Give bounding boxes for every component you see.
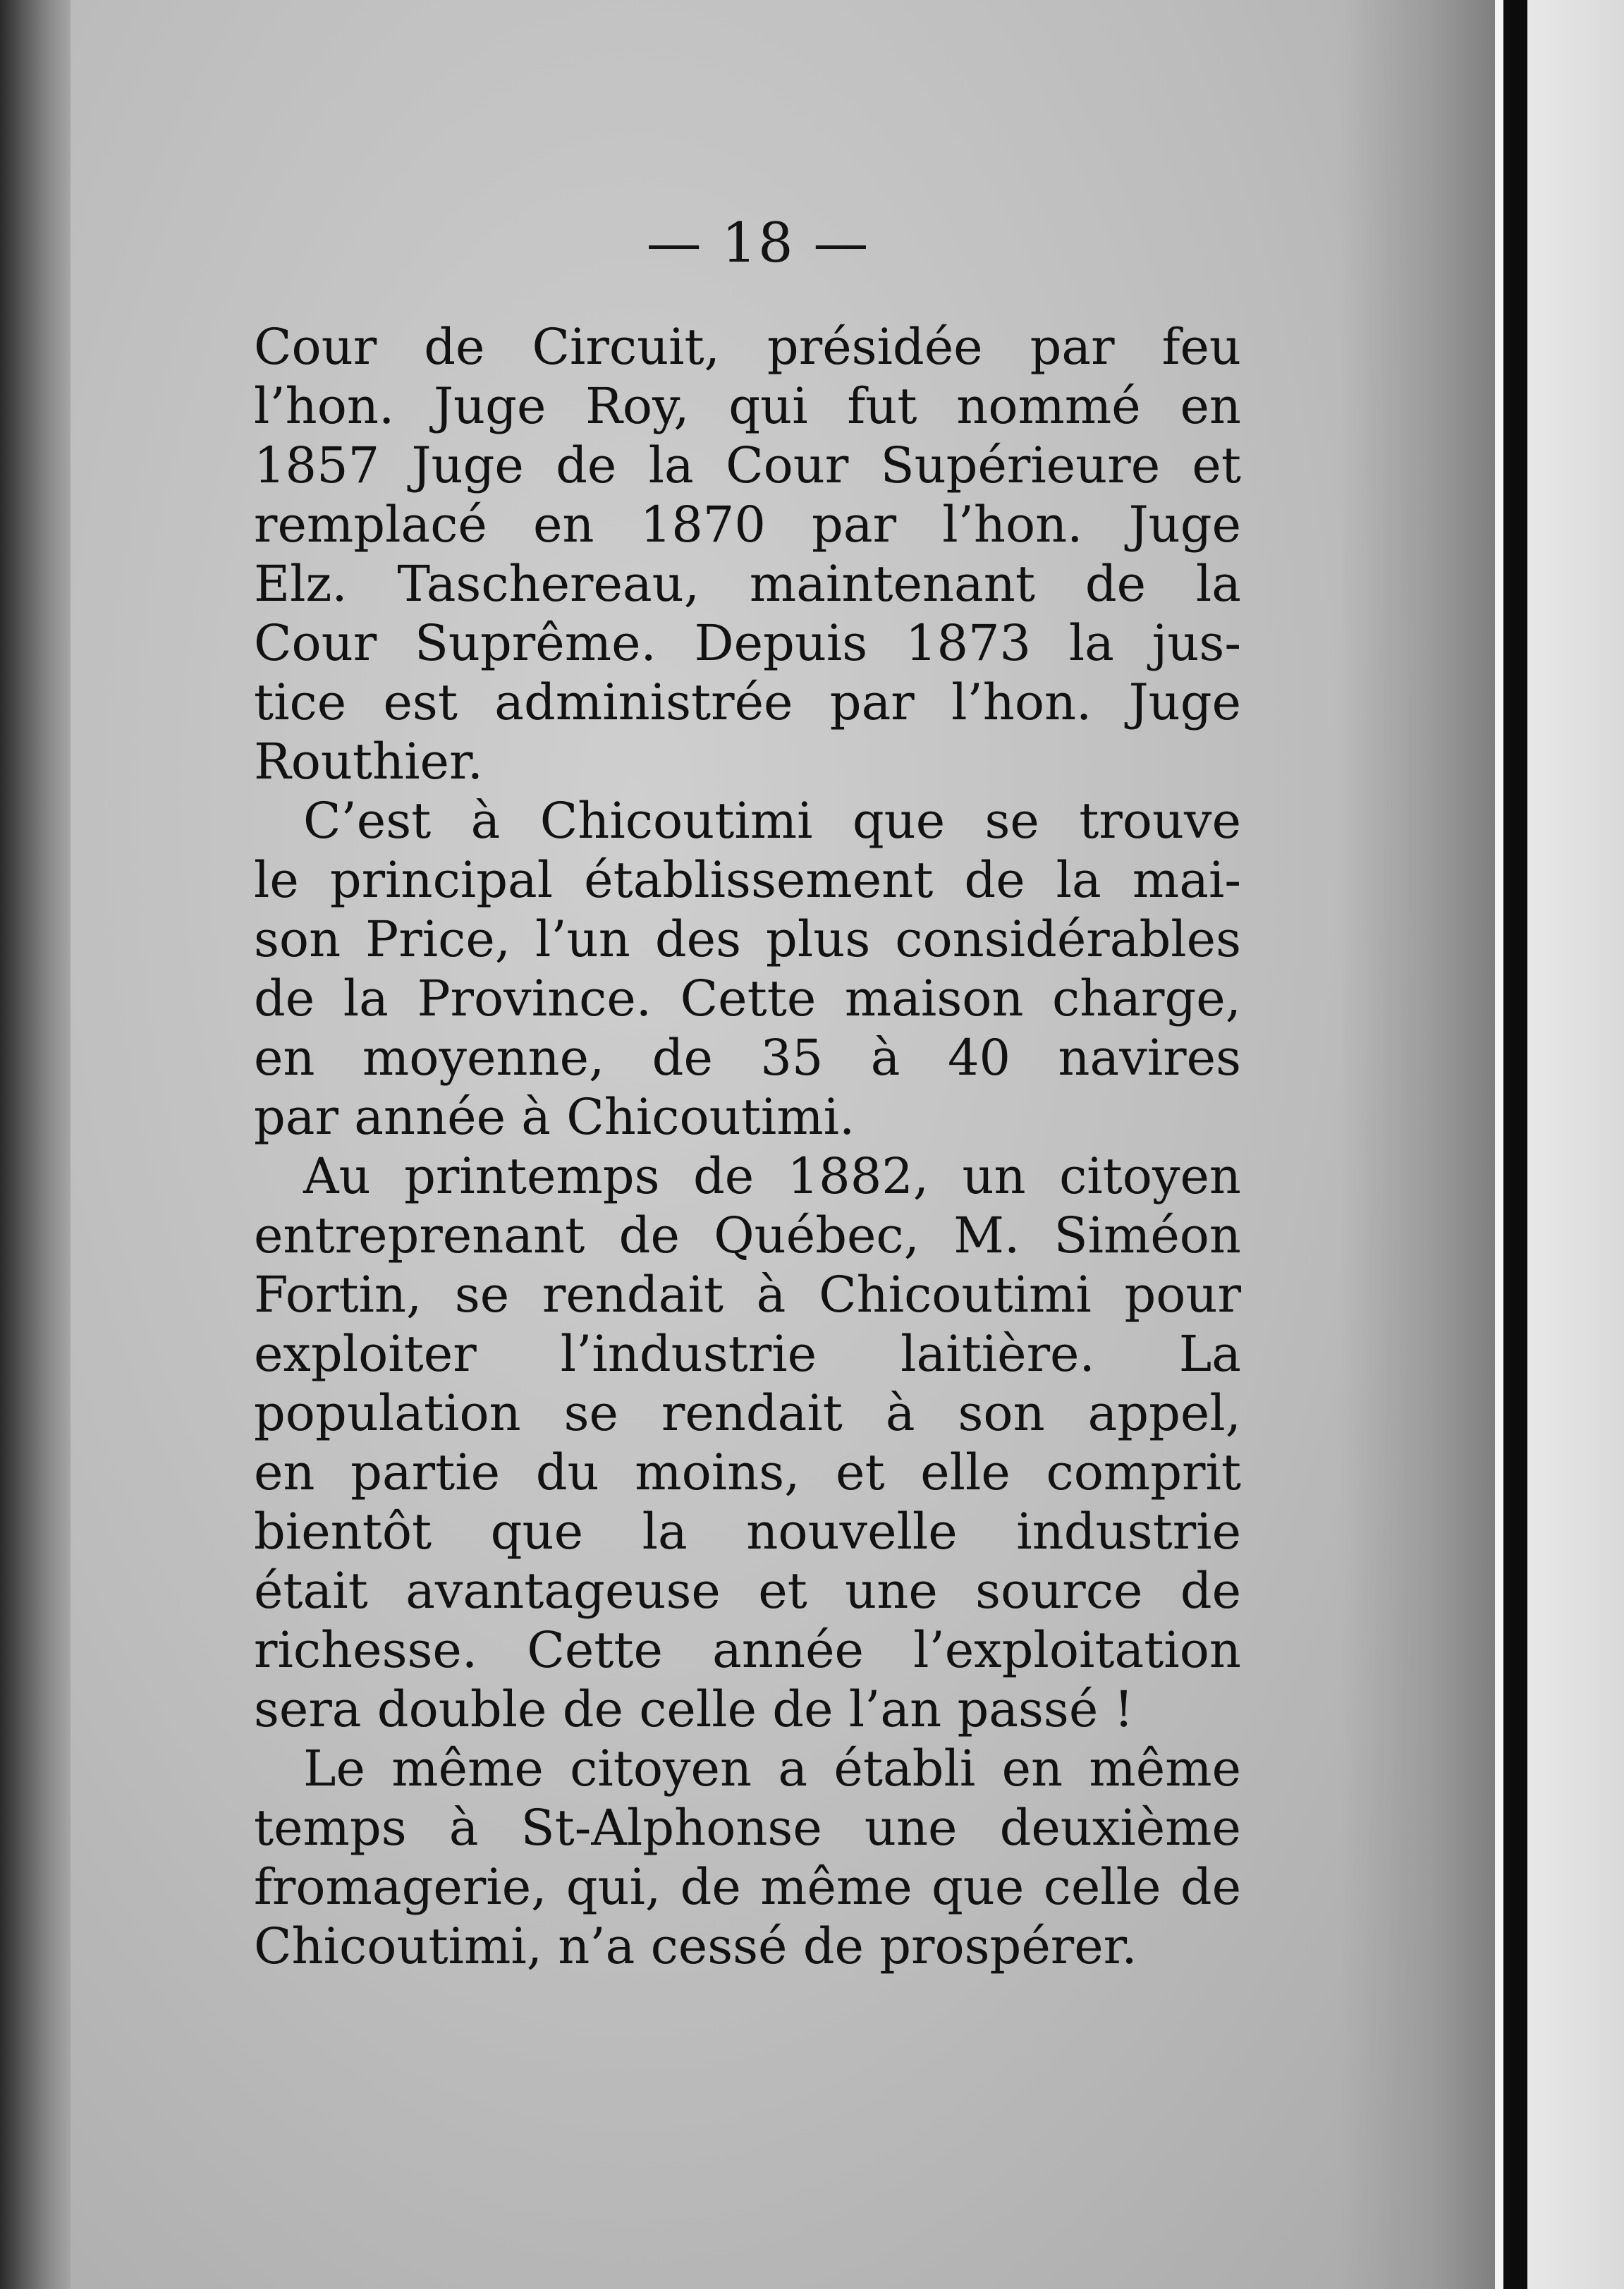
text-line: Routhier. bbox=[254, 733, 483, 791]
text-line: richesse. Cette année l’exploitation bbox=[254, 1621, 1241, 1679]
text-line: était avantageuse et une source de bbox=[254, 1562, 1241, 1620]
text-line: exploiter l’industrie laitière. La bbox=[254, 1325, 1241, 1383]
text-line: son Price, l’un des plus considérables bbox=[254, 910, 1241, 968]
text-line: Elz. Taschereau, maintenant de la bbox=[254, 555, 1241, 613]
text-line: remplacé en 1870 par l’hon. Juge bbox=[254, 496, 1241, 554]
text-line: Cour de Circuit, présidée par feu bbox=[254, 318, 1241, 376]
right-margin-strip bbox=[1527, 0, 1624, 2289]
paper-right-fringe bbox=[1340, 0, 1495, 2289]
text-line: 1857 Juge de la Cour Supérieure et bbox=[254, 437, 1241, 494]
text-line: de la Province. Cette maison charge, bbox=[254, 970, 1241, 1027]
text-line: Fortin, se rendait à Chicoutimi pour bbox=[254, 1266, 1241, 1324]
text-line: Chicoutimi, n’a cessé de prospérer. bbox=[254, 1917, 1137, 1975]
text-line: entreprenant de Québec, M. Siméon bbox=[254, 1207, 1241, 1264]
text-line: bientôt que la nouvelle industrie bbox=[254, 1503, 1241, 1561]
text-line: Au printemps de 1882, un citoyen bbox=[303, 1147, 1241, 1205]
text-line: tice est administrée par l’hon. Juge bbox=[254, 673, 1241, 731]
text-line: par année à Chicoutimi. bbox=[254, 1088, 855, 1146]
text-line: en partie du moins, et elle comprit bbox=[254, 1443, 1241, 1501]
text-line: le principal établissement de la mai- bbox=[254, 851, 1241, 909]
text-line: temps à St-Alphonse une deuxième bbox=[254, 1799, 1241, 1857]
page-number: — 18 — bbox=[646, 212, 870, 275]
text-line: en moyenne, de 35 à 40 navires bbox=[254, 1029, 1241, 1087]
text-line: l’hon. Juge Roy, qui fut nommé en bbox=[254, 377, 1241, 435]
text-line: Cour Suprême. Depuis 1873 la jus- bbox=[254, 614, 1241, 672]
text-line: population se rendait à son appel, bbox=[254, 1384, 1241, 1442]
text-line: C’est à Chicoutimi que se trouve bbox=[303, 792, 1241, 850]
text-line: Le même citoyen a établi en même bbox=[303, 1740, 1241, 1797]
body-text bbox=[254, 317, 1241, 1976]
text-line: fromagerie, qui, de même que celle de bbox=[254, 1858, 1241, 1916]
text-line: sera double de celle de l’an passé ! bbox=[254, 1680, 1134, 1738]
vertical-black-rule bbox=[1503, 0, 1527, 2289]
